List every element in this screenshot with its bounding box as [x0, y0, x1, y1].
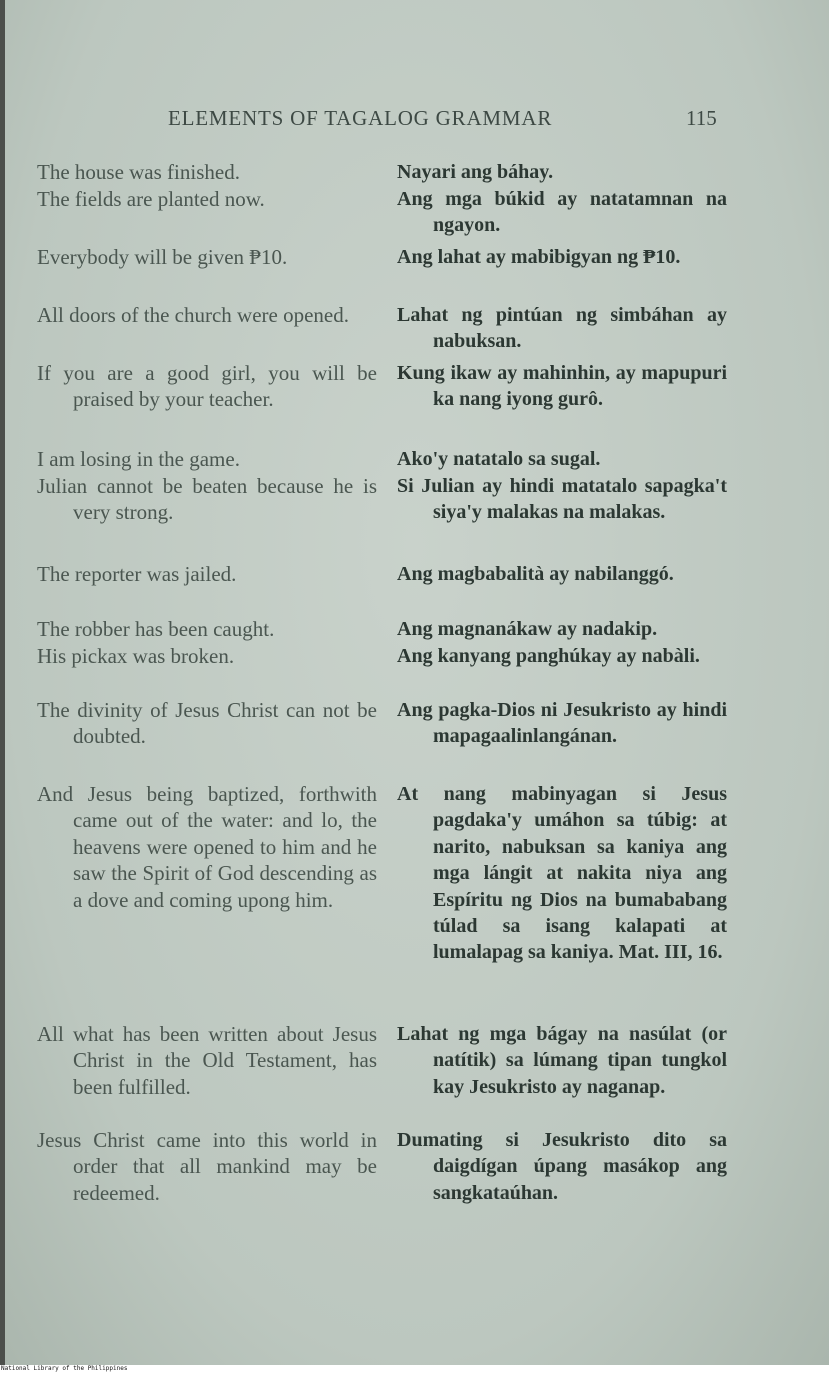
tagalog-sentence: Ang mga búkid ay natatamnan na ngayon.	[397, 188, 727, 237]
english-sentence: All doors of the church were opened.	[37, 303, 349, 327]
tagalog-sentence: Ang magbabalità ay nabilanggó.	[397, 563, 674, 585]
tagalog-sentence: Si Julian ay hindi matatalo sapagka't siya'y malakas na malakas.	[397, 475, 727, 524]
tagalog-sentence: Dumating si Jesukristo dito sa daigdígan úpang masákop ang sangkataúhan.	[397, 1129, 727, 1204]
tagalog-sentence: Kung ikaw ay mahinhin, ay mapupuri ka nang iyong gurô.	[397, 362, 727, 411]
tagalog-sentence: At nang mabinyagan si Jesus pagdaka'y umáhon sa túbig: at narito, nabuksan sa kaniya ang mga lángit at nakita niya ang Espíritu ng Dios na bumababang túlad sa isang kalapati at lumalapag sa kaniya. Mat. III, 16.	[397, 783, 727, 964]
tagalog-sentence: Nayari ang báhay.	[397, 161, 554, 183]
library-credit: National Library of the Philippines	[0, 1365, 829, 1373]
english-sentence: Jesus Christ came into this world in order that all mankind may be redeemed.	[37, 1128, 377, 1205]
tagalog-sentence: Ang magnanákaw ay nadakip.	[397, 618, 658, 640]
tagalog-sentence: Lahat ng mga bágay na nasúlat (or natítik) sa lúmang tipan tungkol kay Jesukristo ay naganap.	[397, 1023, 727, 1098]
tagalog-sentence: Lahat ng pintúan ng simbáhan ay nabuksan.	[397, 304, 727, 353]
english-sentence: The divinity of Jesus Christ can not be doubted.	[37, 698, 377, 749]
tagalog-sentence: Ang lahat ay mabibigyan ng ₱10.	[397, 246, 681, 268]
english-sentence: All what has been written about Jesus Christ in the Old Testament, has been fulfilled.	[37, 1022, 377, 1099]
english-sentence: The reporter was jailed.	[37, 562, 237, 586]
tagalog-sentence: Ang kanyang panghúkay ay nabàli.	[397, 645, 700, 667]
english-sentence: I am losing in the game.	[37, 447, 240, 471]
page-number: 115	[686, 106, 717, 130]
english-sentence: The robber has been caught.	[37, 617, 275, 641]
running-title: ELEMENTS OF TAGALOG GRAMMAR	[168, 106, 553, 130]
english-sentence: The house was finished.	[37, 160, 240, 184]
english-sentence: The fields are planted now.	[37, 187, 265, 211]
tagalog-sentence: Ako'y natatalo sa sugal.	[397, 448, 601, 470]
page-spine-edge	[0, 0, 5, 1365]
english-sentence: Everybody will be given ₱10.	[37, 245, 288, 269]
english-sentence: And Jesus being baptized, forthwith came out of the water: and lo, the heavens were opened to him and he saw the Spirit of God descending as a dove and coming upong him.	[37, 782, 377, 912]
english-sentence: His pickax was broken.	[37, 644, 235, 668]
english-sentence: Julian cannot be beaten because he is very strong.	[37, 474, 377, 525]
tagalog-sentence: Ang pagka-Dios ni Jesukristo ay hindi mapagaalinlangánan.	[397, 699, 727, 748]
english-sentence: If you are a good girl, you will be praised by your teacher.	[37, 361, 377, 412]
